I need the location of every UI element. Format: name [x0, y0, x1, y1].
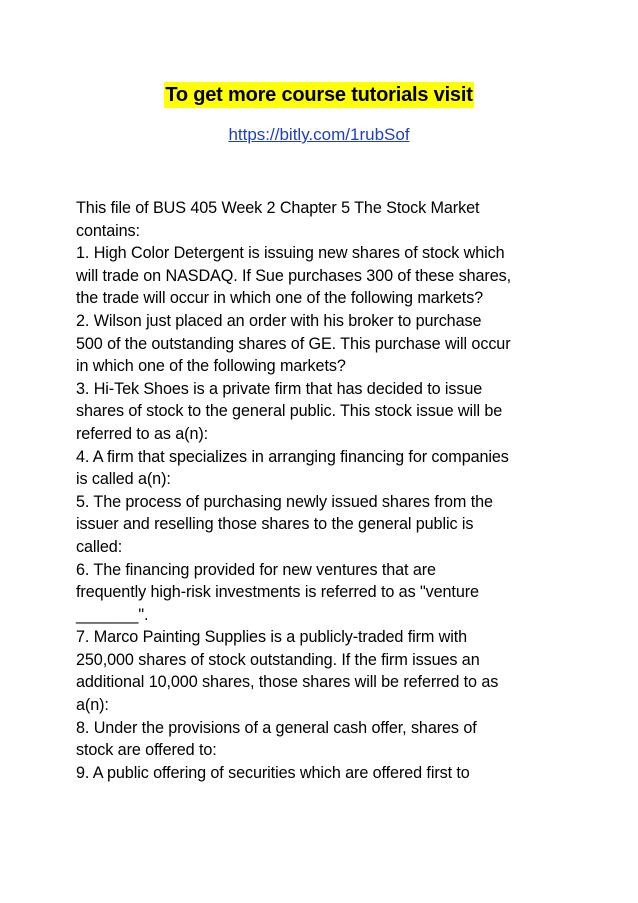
- question-item-5: 5. The process of purchasing newly issued shares from the issuer and reselling those shares to the general public is called:: [76, 492, 493, 556]
- question-item-6: 6. The financing provided for new ventures that are frequently high-risk investments is referred to as "venture _______".: [76, 560, 479, 624]
- question-item-9: 9. A public offering of securities which are offered first to: [76, 763, 470, 782]
- document-body: [76, 197, 576, 784]
- question-item-7: 7. Marco Painting Supplies is a publicly-traded firm with 250,000 shares of stock outstanding. If the firm issues an additional 10,000 shares, those shares will be referred to as a(n):: [76, 628, 499, 715]
- question-item-1: 1. High Color Detergent is issuing new shares of stock which will trade on NASDAQ. If Sue purchases 300 of these shares, the trade will occur in which one of the following markets?: [76, 244, 511, 308]
- question-item-2: 2. Wilson just placed an order with his broker to purchase 500 of the outstanding shares of GE. This purchase will occur in which one of the following markets?: [76, 311, 511, 376]
- question-item-3: 3. Hi-Tek Shoes is a private firm that has decided to issue shares of stock to the general public. This stock issue will be referred to as a(n):: [76, 379, 503, 443]
- tutorials-link[interactable]: https://bitly.com/1rubSof: [228, 125, 410, 144]
- title-row: [0, 82, 638, 108]
- question-item-4: 4. A firm that specializes in arranging financing for companies is called a(n):: [76, 447, 509, 489]
- intro-paragraph: This file of BUS 405 Week 2 Chapter 5 The Stock Market contains:: [76, 199, 480, 240]
- page-title: To get more course tutorials visit: [165, 84, 473, 106]
- link-row: [0, 124, 638, 146]
- question-item-8: 8. Under the provisions of a general cash offer, shares of stock are offered to:: [76, 718, 477, 760]
